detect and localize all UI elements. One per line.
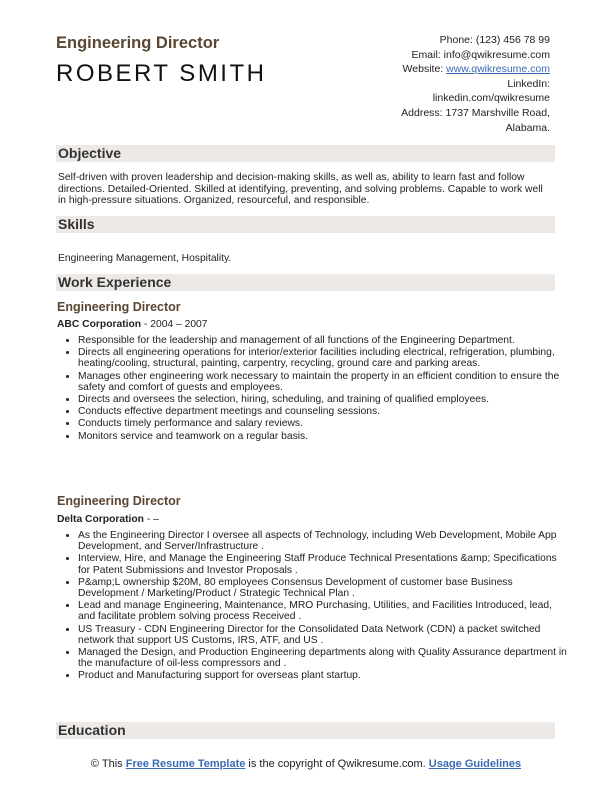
duty-item: • Manages other engineering work necessary to maintain the property in an efficient condition to ensure the safety and comfort of guests and employees. [78, 371, 571, 393]
footer-middle: is the copyright of Qwikresume.com. [245, 758, 429, 770]
email-value: info@qwikresume.com [443, 48, 550, 61]
duty-item: • Monitors service and teamwork on a regular basis. [78, 431, 571, 442]
duty-item: • Responsible for the leadership and management of all functions of the Engineering Department. [78, 335, 571, 346]
job-1-dates: - 2004 – 2007 [141, 319, 208, 330]
website-link[interactable]: www.qwikresume.com [446, 63, 550, 76]
job-1-duties [62, 335, 571, 443]
duty-item: • As the Engineering Director I oversee all aspects of Technology, including Web Development, Mobile App Development, and Server/Infrastructure . [78, 530, 571, 552]
objective-heading: Objective [56, 145, 555, 162]
copyright-footer [0, 758, 612, 771]
duty-item: • Managed the Design, and Production Engineering departments along with Quality Assurance department in the manufacture of oil-less compressors and . [78, 647, 571, 669]
work-experience-heading: Work Experience [56, 274, 555, 291]
phone-label: Phone: [439, 34, 473, 46]
job-1-title: Engineering Director [57, 300, 181, 314]
duty-item: • Lead and manage Engineering, Maintenance, MRO Purchasing, Utilities, and Facilities Introduced, lead, and facilitate problem solving process Received . [78, 600, 571, 622]
duty-item: • Conducts timely performance and salary reviews. [78, 418, 571, 429]
duty-item: • Interview, Hire, and Manage the Engineering Staff Produce Technical Presentations &amp; Specifications for Patent Submissions and Investor Proposals . [78, 553, 571, 575]
duty-item: • Conducts effective department meetings and counseling sessions. [78, 406, 571, 417]
duty-item: • Directs and oversees the selection, hiring, scheduling, and training of qualified employees. [78, 394, 571, 405]
skills-heading: Skills [56, 216, 555, 233]
contact-address [401, 106, 550, 121]
website-label: Website: [402, 63, 444, 76]
job-2-dates: - – [143, 514, 159, 525]
job-2-company-line [57, 514, 159, 525]
phone-value: (123) 456 78 99 [475, 34, 550, 46]
job-2-title: Engineering Director [57, 494, 181, 508]
contact-phone [401, 33, 550, 48]
usage-guidelines-link[interactable]: Usage Guidelines [428, 758, 522, 770]
duty-item: • Directs all engineering operations for interior/exterior facilities including electrical, refrigeration, plumbing, heating/cooling, structural, painting, carpentry, recycling, ground care and parking areas. [78, 347, 571, 369]
education-heading: Education [56, 722, 555, 739]
resume-job-title: Engineering Director [56, 34, 220, 52]
job-2-company: Delta Corporation [57, 514, 144, 525]
linkedin-label: LinkedIn: [507, 77, 550, 90]
duty-item: • P&amp;L ownership $20M, 80 employees Consensus Development of customer base Business Development / Marketing/Product / Strategic Technical Plan . [78, 577, 571, 599]
linkedin-value: linkedin.com/qwikresume [432, 92, 550, 105]
candidate-name: ROBERT SMITH [56, 60, 267, 87]
objective-text: Self-driven with proven leadership and decision-making skills, as well as, ability to learn fast and follow directions. Detailed-Oriented. Skilled at identifying, preventing, and solving problems. Capable to work well in high-pressure situations. Organized, resourceful, and responsible. [58, 172, 543, 207]
duty-item: • Product and Manufacturing support for overseas plant startup. [78, 670, 571, 681]
job-1-company: ABC Corporation [57, 319, 142, 330]
skills-text: Engineering Management, Hospitality. [58, 253, 232, 264]
free-resume-template-link[interactable]: Free Resume Template [125, 758, 246, 770]
contact-email [401, 48, 550, 63]
email-label: Email: [411, 48, 441, 61]
contact-website [401, 62, 550, 77]
duty-item: • US Treasury - CDN Engineering Director for the Consolidated Data Network (CDN) a packet switched network that support US Customs, IRS, ATF, and US . [78, 624, 571, 646]
address-label: Address: [401, 106, 443, 119]
job-2-duties [62, 530, 571, 683]
job-1-company-line [57, 319, 208, 330]
footer-prefix: © This [90, 758, 126, 770]
address-line1: 1737 Marshville Road, [445, 106, 550, 119]
contact-block [401, 33, 550, 135]
address-line2: Alabama. [505, 121, 550, 134]
